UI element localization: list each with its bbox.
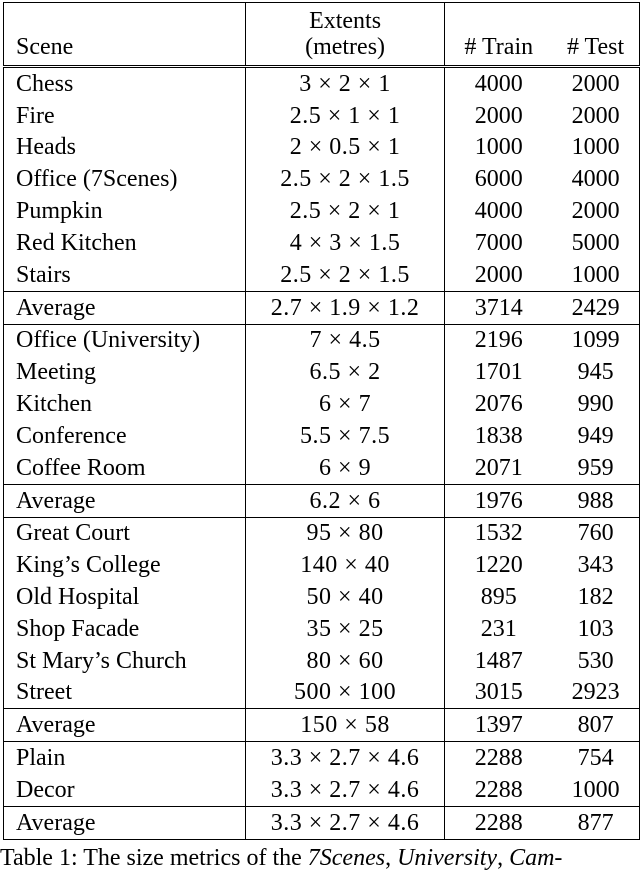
average-train-cell: 3714: [445, 291, 552, 324]
extents-cell: 35 × 25: [245, 613, 445, 645]
test-cell: 949: [552, 420, 639, 452]
table-row: [4, 452, 640, 484]
average-scene-cell: Average: [4, 806, 246, 839]
scene-cell: Shop Facade: [4, 613, 246, 645]
extents-cell: 7 × 4.5: [245, 324, 445, 356]
scene-cell: Meeting: [4, 356, 246, 388]
table-row: [4, 420, 640, 452]
caption-name-7scenes: 7Scenes: [307, 846, 386, 870]
test-cell: 103: [552, 613, 639, 645]
table-row: [4, 742, 640, 774]
average-train-cell: 2288: [445, 806, 552, 839]
test-cell: 1000: [552, 259, 639, 291]
average-extents-cell: 6.2 × 6: [245, 484, 445, 517]
dataset-metrics-table: [3, 2, 640, 840]
train-cell: 4000: [474, 198, 523, 225]
train-cell: 231: [480, 615, 517, 642]
extents-cell: 4 × 3 × 1.5: [245, 227, 445, 259]
average-row: [4, 291, 640, 324]
table-caption: [0, 846, 640, 870]
train-cell: 2196: [445, 324, 552, 356]
table-row: [4, 163, 640, 195]
table-row: [4, 613, 640, 645]
average-test-cell: 988: [552, 484, 639, 517]
average-test-cell: 807: [552, 709, 639, 742]
header-row-1: [4, 3, 640, 34]
average-scene-cell: Average: [4, 291, 246, 324]
train-cell: 1220: [474, 552, 523, 579]
test-cell: 182: [552, 581, 639, 613]
caption-sep-2: ,: [497, 846, 510, 870]
extents-cell: 2.5 × 2 × 1.5: [245, 259, 445, 291]
scene-cell: St Mary’s Church: [4, 645, 246, 677]
caption-prefix: Table 1: The size metrics of the: [0, 846, 308, 870]
table-row: [4, 259, 640, 291]
average-test-cell: 877: [552, 806, 639, 839]
scene-cell: Street: [4, 677, 246, 709]
test-cell: 945: [552, 356, 639, 388]
test-cell: 2000: [552, 195, 639, 227]
table-row: [4, 100, 640, 132]
test-cell: 1099: [552, 324, 639, 356]
extents-cell: 140 × 40: [245, 549, 445, 581]
extents-cell: 500 × 100: [245, 677, 445, 709]
test-cell: 1000: [552, 132, 639, 164]
test-cell: 760: [552, 517, 639, 549]
extents-cell: 2.5 × 1 × 1: [245, 100, 445, 132]
test-cell: 343: [552, 549, 639, 581]
header-train-blank: [445, 3, 552, 34]
average-train-cell: 1976: [445, 484, 552, 517]
caption-name-cambridge: Cam-: [509, 846, 563, 870]
test-cell: 4000: [552, 163, 639, 195]
average-scene-cell: Average: [4, 484, 246, 517]
average-extents-cell: 3.3 × 2.7 × 4.6: [245, 806, 445, 839]
extents-cell: 6 × 7: [245, 388, 445, 420]
test-cell: 2000: [552, 100, 639, 132]
extents-cell: 5.5 × 7.5: [245, 420, 445, 452]
header-scene: Scene: [4, 33, 246, 67]
test-cell: 530: [552, 645, 639, 677]
average-extents-cell: 150 × 58: [245, 709, 445, 742]
test-cell: 5000: [552, 227, 639, 259]
train-cell: 2071: [474, 454, 523, 481]
table-row: [4, 132, 640, 164]
table-row: [4, 581, 640, 613]
train-cell: 2000: [474, 102, 523, 129]
test-cell: 2000: [552, 67, 639, 100]
table-row: [4, 356, 640, 388]
scene-cell: Chess: [4, 67, 246, 100]
scene-cell: Red Kitchen: [4, 227, 246, 259]
average-row: [4, 709, 640, 742]
extents-cell: 6.5 × 2: [245, 356, 445, 388]
scene-cell: Stairs: [4, 259, 246, 291]
scene-cell: Kitchen: [4, 388, 246, 420]
test-cell: 1000: [552, 774, 639, 806]
extents-cell: 3.3 × 2.7 × 4.6: [245, 742, 445, 774]
train-cell: 1532: [445, 517, 552, 549]
table-row: [4, 677, 640, 709]
extents-cell: 2.5 × 2 × 1: [245, 195, 445, 227]
scene-cell: Decor: [4, 774, 246, 806]
header-test: # Test: [552, 33, 639, 67]
header-extents-line2: (metres): [245, 33, 445, 67]
extents-cell: 50 × 40: [245, 581, 445, 613]
extents-cell: 6 × 9: [245, 452, 445, 484]
train-cell: 1000: [474, 134, 523, 161]
extents-cell: 2.5 × 2 × 1.5: [245, 163, 445, 195]
train-cell: 2288: [445, 742, 552, 774]
scene-cell: King’s College: [4, 549, 246, 581]
average-row: [4, 484, 640, 517]
scene-cell: Heads: [4, 132, 246, 164]
header-row-2: [4, 33, 640, 67]
table-row: [4, 388, 640, 420]
train-cell: 6000: [474, 166, 523, 193]
test-cell: 754: [552, 742, 639, 774]
scene-cell: Pumpkin: [4, 195, 246, 227]
table-row: [4, 324, 640, 356]
header-train: # Train: [464, 34, 534, 60]
test-cell: 990: [552, 388, 639, 420]
train-cell: 895: [480, 584, 517, 611]
table-row: [4, 195, 640, 227]
extents-cell: 80 × 60: [245, 645, 445, 677]
header-scene-blank: [4, 3, 246, 34]
caption-sep-1: ,: [385, 846, 398, 870]
average-scene-cell: Average: [4, 709, 246, 742]
header-test-blank: [552, 3, 639, 34]
extents-cell: 3 × 2 × 1: [245, 67, 445, 100]
train-cell: 2288: [474, 777, 523, 804]
table-row: [4, 517, 640, 549]
train-cell: 4000: [445, 67, 552, 100]
table-row: [4, 645, 640, 677]
test-cell: 2923: [552, 677, 639, 709]
scene-cell: Office (7Scenes): [4, 163, 246, 195]
train-cell: 1487: [474, 647, 523, 674]
header-extents-line1: Extents: [245, 3, 445, 34]
train-cell: 3015: [474, 679, 523, 706]
scene-cell: Office (University): [4, 324, 246, 356]
table-row: [4, 67, 640, 100]
train-cell: 1701: [474, 359, 523, 386]
table-row: [4, 227, 640, 259]
average-test-cell: 2429: [552, 291, 639, 324]
scene-cell: Conference: [4, 420, 246, 452]
scene-cell: Fire: [4, 100, 246, 132]
table-row: [4, 549, 640, 581]
scene-cell: Great Court: [4, 517, 246, 549]
extents-cell: 2 × 0.5 × 1: [245, 132, 445, 164]
scene-cell: Coffee Room: [4, 452, 246, 484]
caption-name-university: University: [397, 846, 498, 870]
average-row: [4, 806, 640, 839]
train-cell: 2076: [474, 391, 523, 418]
train-cell: 1838: [474, 422, 523, 449]
extents-cell: 3.3 × 2.7 × 4.6: [245, 774, 445, 806]
scene-cell: Plain: [4, 742, 246, 774]
table-row: [4, 774, 640, 806]
extents-cell: 95 × 80: [245, 517, 445, 549]
train-cell: 7000: [474, 229, 523, 256]
scene-cell: Old Hospital: [4, 581, 246, 613]
average-extents-cell: 2.7 × 1.9 × 1.2: [245, 291, 445, 324]
train-cell: 2000: [474, 261, 523, 288]
average-train-cell: 1397: [445, 709, 552, 742]
test-cell: 959: [552, 452, 639, 484]
